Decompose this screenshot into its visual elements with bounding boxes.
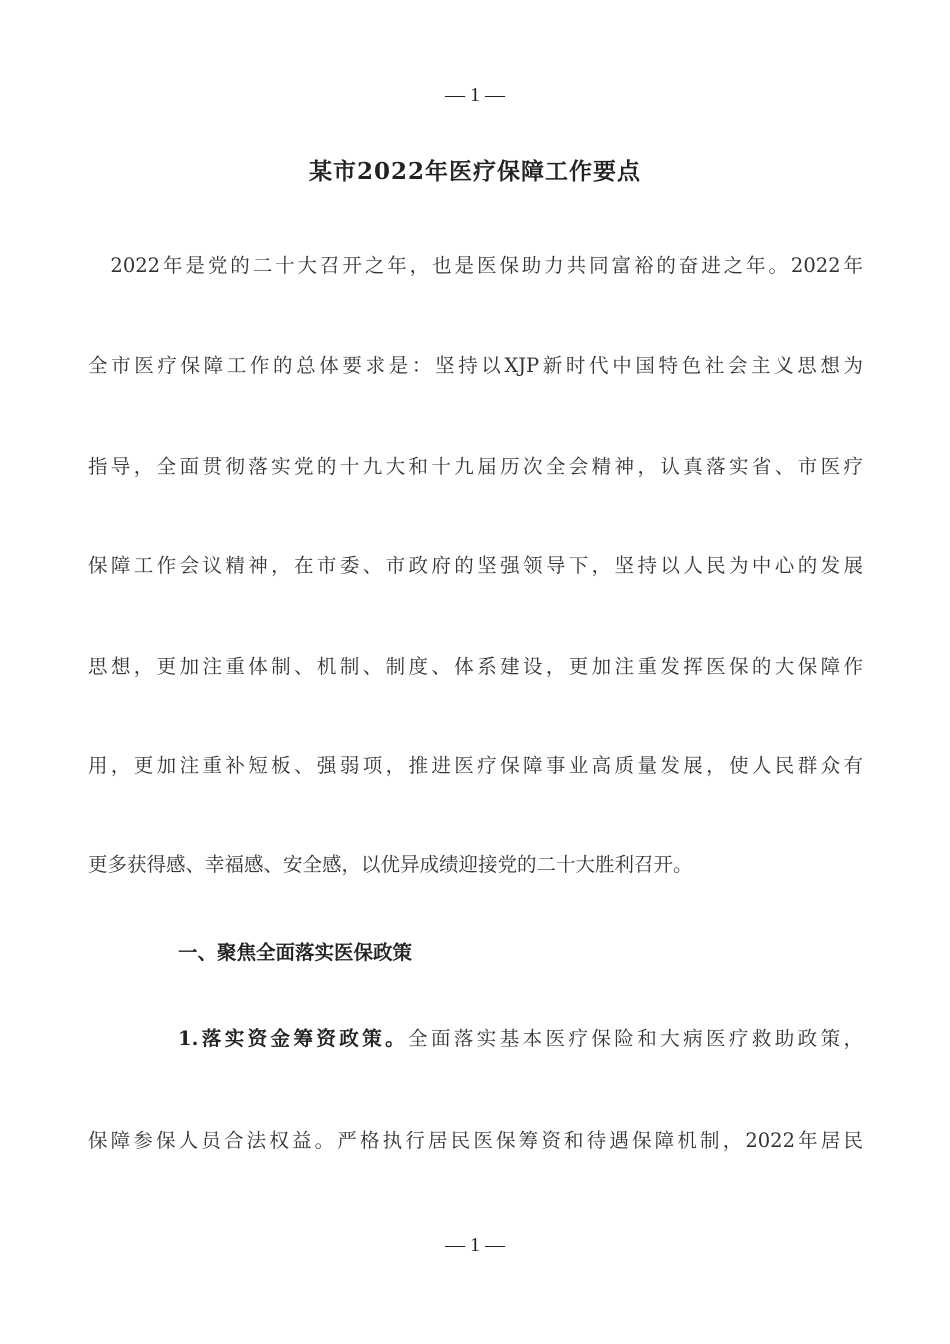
section-heading: 一、聚焦全面落实医保政策 bbox=[178, 941, 413, 964]
item-1-line-2: 保障参保人员合法权益。严格执行居民医保筹资和待遇保障机制，2022年居民 bbox=[88, 1129, 863, 1152]
intro-line-6: 用，更加注重补短板、强弱项，推进医疗保障事业高质量发展，使人民群众有 bbox=[88, 754, 863, 777]
intro-line-4: 保障工作会议精神，在市委、市政府的坚强领导下，坚持以人民为中心的发展 bbox=[88, 554, 863, 577]
intro-line-3: 指导，全面贯彻落实党的十九大和十九届历次全会精神，认真落实省、市医疗 bbox=[88, 455, 863, 478]
document-title: 某市2022年医疗保障工作要点 bbox=[308, 158, 641, 185]
intro-line-1: 2022年是党的二十大召开之年，也是医保助力共同富裕的奋进之年。2022年 bbox=[88, 254, 863, 277]
intro-line-7: 更多获得感、幸福感、安全感，以优异成绩迎接党的二十大胜利召开。 bbox=[88, 853, 693, 876]
intro-line-5: 思想，更加注重体制、机制、制度、体系建设，更加注重发挥医保的大保障作 bbox=[88, 655, 863, 678]
intro-line-2: 全市医疗保障工作的总体要求是：坚持以XJP新时代中国特色社会主义思想为 bbox=[88, 354, 863, 377]
item-1-lead: 1.落实资金筹资政策。 bbox=[178, 1027, 409, 1050]
item-1-line-1 bbox=[178, 1023, 863, 1051]
page-number-bottom: — 1 — bbox=[445, 1234, 505, 1256]
page-number-top: — 1 — bbox=[445, 84, 505, 106]
item-1-text: 全面落实基本医疗保险和大病医疗救助政策， bbox=[408, 1027, 863, 1050]
